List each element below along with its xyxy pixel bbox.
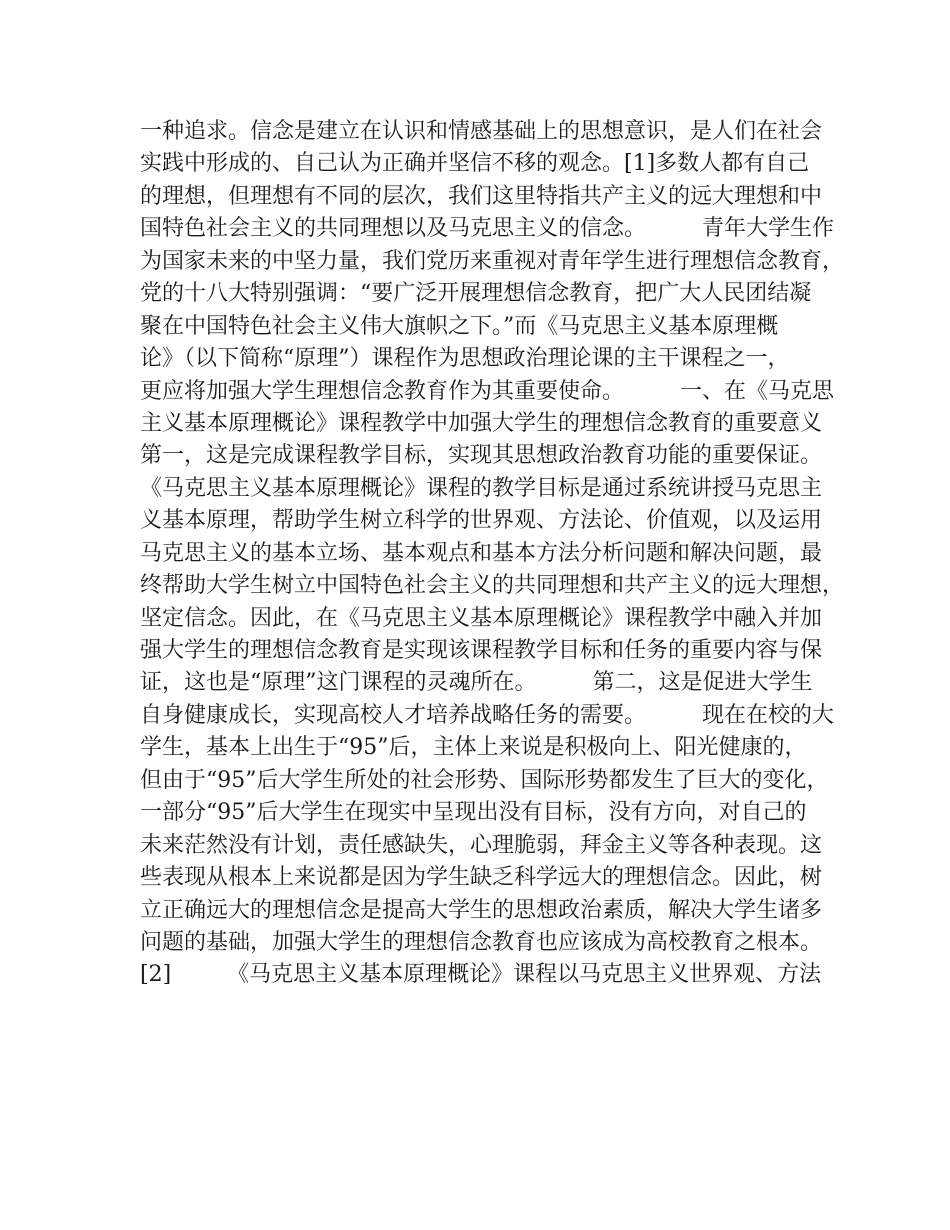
text-line: 马克思主义的基本立场、基本观点和基本方法分析问题和解决问题，最 <box>140 540 823 566</box>
text-line: 的理想，但理想有不同的层次，我们这里特指共产主义的远大理想和中 <box>140 183 823 209</box>
text-line: 义基本原理，帮助学生树立科学的世界观、方法论、价值观，以及运用 <box>140 508 823 534</box>
text-line: 问题的基础，加强大学生的理想信念教育也应该成为高校教育之根本。 <box>140 929 823 955</box>
text-line: 立正确远大的理想信念是提高大学生的思想政治素质，解决大学生诸多 <box>140 897 823 923</box>
text-line: 一种追求。信念是建立在认识和情感基础上的思想意识，是人们在社会 <box>140 119 823 144</box>
text-line: 但由于“95”后大学生所处的社会形势、国际形势都发生了巨大的变化， <box>140 767 829 793</box>
text-line: 聚在中国特色社会主义伟大旗帜之下。”而《马克思主义基本原理概 <box>140 313 779 339</box>
text-line: 主义基本原理概论》课程教学中加强大学生的理想信念教育的重要意义 <box>140 410 823 436</box>
text-line: 些表现从根本上来说都是因为学生缺乏科学远大的理想信念。因此，树 <box>140 865 823 891</box>
text-line: 实践中形成的、自己认为正确并坚信不移的观念。[1]多数人都有自己 <box>140 151 810 177</box>
text-line: 论》（以下简称“原理”）课程作为思想政治理论课的主干课程之一， <box>140 346 790 372</box>
text-line: 一部分“95”后大学生在现实中呈现出没有目标，没有方向，对自己的 <box>140 800 807 826</box>
text-line: 证，这也是“原理”这门课程的灵魂所在。 第二，这是促进大学生 <box>140 670 813 696</box>
body-text <box>140 116 845 992</box>
text-line: 未来茫然没有计划，责任感缺失，心理脆弱，拜金主义等各种表现。这 <box>140 832 823 858</box>
text-line: 国特色社会主义的共同理想以及马克思主义的信念。 青年大学生作 <box>140 216 834 242</box>
text-line: 终帮助大学生树立中国特色社会主义的共同理想和共产主义的远大理想， <box>140 573 845 599</box>
text-line: 《马克思主义基本原理概论》课程的教学目标是通过系统讲授马克思主 <box>140 475 823 501</box>
text-line: 第一，这是完成课程教学目标，实现其思想政治教育功能的重要保证。 <box>140 443 823 469</box>
text-line: 更应将加强大学生理想信念教育作为其重要使命。 一、在《马克思 <box>140 378 834 404</box>
text-line: 党的十八大特别强调：“要广泛开展理想信念教育，把广大人民团结凝 <box>140 281 812 307</box>
text-line: 学生，基本上出生于“95”后，主体上来说是积极向上、阳光健康的， <box>140 735 807 761</box>
text-line: 自身健康成长，实现高校人才培养战略任务的需要。 现在在校的大 <box>140 702 834 728</box>
text-line: 为国家未来的中坚力量，我们党历来重视对青年学生进行理想信念教育， <box>140 248 845 274</box>
text-line: [2] 《马克思主义基本原理概论》课程以马克思主义世界观、方法 <box>140 962 822 988</box>
text-line: 坚定信念。因此，在《马克思主义基本原理概论》课程教学中融入并加 <box>140 605 823 631</box>
text-line: 强大学生的理想信念教育是实现该课程教学目标和任务的重要内容与保 <box>140 638 823 663</box>
